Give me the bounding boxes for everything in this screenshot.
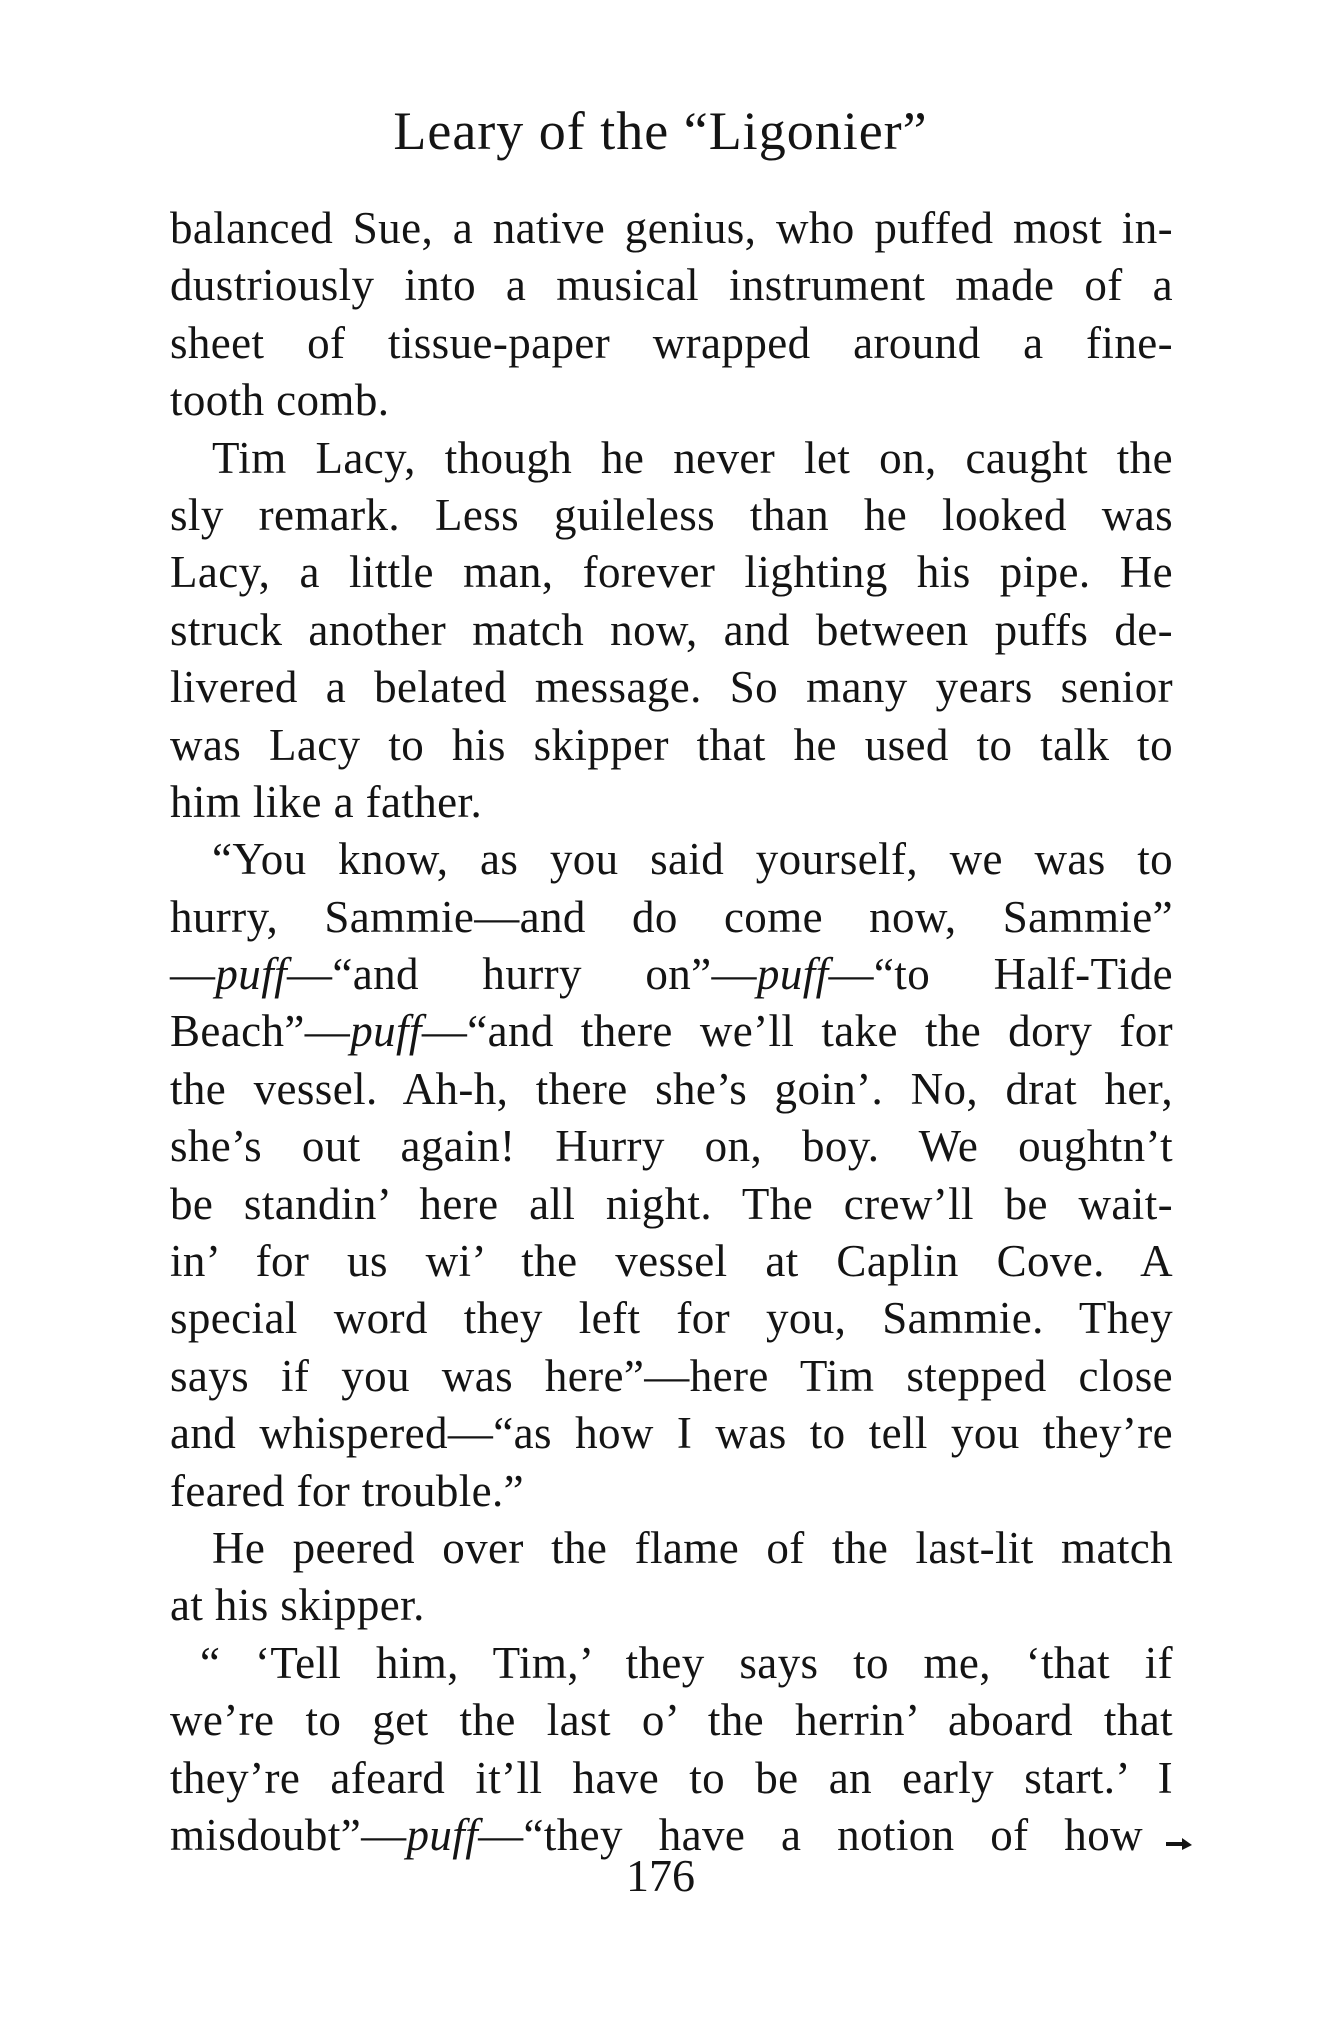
text-line: dustriously into a musical instrument made of a [170, 260, 1173, 311]
text-line: misdoubt”—puff—“they have a notion of how [170, 1809, 1143, 1860]
text-line: livered a belated message. So many years senior [170, 662, 1173, 713]
text-line: He peered over the flame of the last-lit match [212, 1522, 1173, 1573]
text-line: balanced Sue, a native genius, who puffed most in- [170, 203, 1173, 253]
text-line: in’ for us wi’ the vessel at Caplin Cove. A [170, 1236, 1173, 1287]
text-line: feared for trouble.” [170, 1465, 525, 1516]
text-line: at his skipper. [170, 1580, 425, 1631]
text-line: the vessel. Ah-h, there she’s goin’. No, drat her, [170, 1063, 1173, 1114]
text-line: “ ‘Tell him, Tim,’ they says to me, ‘that if [200, 1637, 1173, 1688]
text-line: says if you was here”—here Tim stepped close [170, 1350, 1173, 1401]
text-line: him like a father. [170, 776, 483, 827]
running-head: Leary of the “Ligonier” [393, 101, 928, 161]
page-number: 176 [626, 1850, 695, 1901]
text-line: —puff—“and hurry on”—puff—“to Half-Tide [170, 949, 1173, 1000]
text-line: she’s out again! Hurry on, boy. We oughtn’t [170, 1121, 1173, 1172]
text-line: Tim Lacy, though he never let on, caught the [212, 432, 1173, 483]
text-line: struck another match now, and between puffs de- [170, 604, 1173, 655]
text-line: tooth comb. [170, 375, 390, 426]
text-line: sheet of tissue-paper wrapped around a fine- [170, 317, 1173, 368]
text-line: sly remark. Less guileless than he looked was [170, 489, 1173, 540]
text-line: and whispered—“as how I was to tell you they’re [170, 1408, 1173, 1459]
text-line: Beach”—puff—“and there we’ll take the dory for [170, 1006, 1173, 1057]
text-line: “You know, as you said yourself, we was to [212, 834, 1173, 885]
body-text [170, 200, 1173, 1864]
text-line: was Lacy to his skipper that he used to talk to [170, 719, 1173, 770]
text-line: we’re to get the last o’ the herrin’ aboard that [170, 1695, 1173, 1746]
text-line: hurry, Sammie—and do come now, Sammie” [170, 891, 1173, 942]
text-line: Lacy, a little man, forever lighting his pipe. He [170, 547, 1173, 598]
text-line: be standin’ here all night. The crew’ll be wait- [170, 1178, 1173, 1229]
text-line: special word they left for you, Sammie. They [170, 1293, 1173, 1344]
text-line: they’re afeard it’ll have to be an early start.’ I [170, 1752, 1173, 1803]
